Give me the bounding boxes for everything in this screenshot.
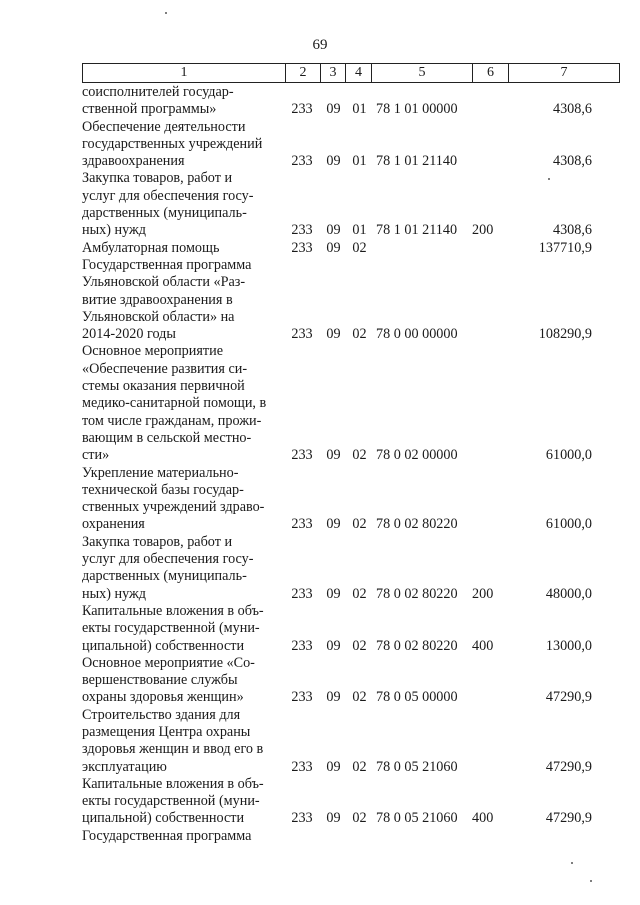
description-line: 2014-2020 годы xyxy=(82,326,176,343)
description-line: ственной программы» xyxy=(82,101,217,118)
description-line: ных) нужд xyxy=(82,222,147,239)
row-code-target: 78 0 02 80220 xyxy=(376,585,458,602)
row-code-section: 09 xyxy=(326,585,341,602)
description-line: сти» xyxy=(82,447,110,464)
header-col-4: 4 xyxy=(346,64,372,83)
row-code-expense: 400 xyxy=(472,637,494,654)
table-row xyxy=(82,343,612,464)
row-amount: 48000,0 xyxy=(545,585,592,602)
row-amount: 61000,0 xyxy=(545,447,592,464)
page-number: 69 xyxy=(312,37,328,53)
row-code-expense: 200 xyxy=(472,222,494,239)
row-code-section: 09 xyxy=(326,637,341,654)
row-amount: 4308,6 xyxy=(552,153,592,170)
description-line: технической базы государ- xyxy=(82,481,244,498)
scan-speck xyxy=(548,178,550,180)
description-line: эксплуатацию xyxy=(82,758,167,775)
table-body xyxy=(82,84,612,845)
row-code-subsection: 01 xyxy=(352,101,367,118)
row-code-admin: 233 xyxy=(291,516,313,533)
row-code-subsection: 02 xyxy=(352,637,367,654)
row-code-subsection: 02 xyxy=(352,810,367,827)
row-code-subsection: 02 xyxy=(352,758,367,775)
row-code-section: 09 xyxy=(326,326,341,343)
table-row xyxy=(82,465,612,534)
description-line: витие здравоохранения в xyxy=(82,291,233,308)
row-code-target: 78 0 02 80220 xyxy=(376,516,458,533)
row-code-section: 09 xyxy=(326,153,341,170)
header-col-2: 2 xyxy=(286,64,321,83)
row-code-expense: 400 xyxy=(472,810,494,827)
row-description xyxy=(82,119,284,171)
row-code-admin: 233 xyxy=(291,153,313,170)
row-code-section: 09 xyxy=(326,101,341,118)
row-amount: 108290,9 xyxy=(538,326,592,343)
description-line: екты государственной (муни- xyxy=(82,793,260,810)
row-description xyxy=(82,828,284,845)
row-code-target: 78 0 00 00000 xyxy=(376,326,458,343)
description-line: Государственная программа xyxy=(82,827,252,844)
row-code-admin: 233 xyxy=(291,239,313,256)
table-row xyxy=(82,170,612,239)
description-line: екты государственной (муни- xyxy=(82,620,260,637)
row-code-admin: 233 xyxy=(291,585,313,602)
header-col-7: 7 xyxy=(509,64,620,83)
row-code-target: 78 1 01 00000 xyxy=(376,101,458,118)
description-line: вающим в сельской местно- xyxy=(82,429,252,446)
description-line: Укрепление материально- xyxy=(82,464,239,481)
row-code-subsection: 02 xyxy=(352,689,367,706)
row-code-subsection: 02 xyxy=(352,239,367,256)
row-description xyxy=(82,343,284,464)
row-code-admin: 233 xyxy=(291,810,313,827)
header-row xyxy=(83,64,620,83)
description-line: том числе гражданам, прожи- xyxy=(82,412,262,429)
description-line: «Обеспечение развития си- xyxy=(82,360,248,377)
row-code-target: 78 0 02 00000 xyxy=(376,447,458,464)
description-line: дарственных (муниципаль- xyxy=(82,205,247,222)
table-row xyxy=(82,707,612,776)
description-line: ципальной) собственности xyxy=(82,637,245,654)
row-amount: 61000,0 xyxy=(545,516,592,533)
row-code-admin: 233 xyxy=(291,326,313,343)
row-description xyxy=(82,776,284,828)
row-code-expense: 200 xyxy=(472,585,494,602)
description-line: здоровья женщин и ввод его в xyxy=(82,741,264,758)
row-amount: 47290,9 xyxy=(545,810,592,827)
row-description xyxy=(82,655,284,707)
description-line: Ульяновской области» на xyxy=(82,308,235,325)
row-code-target: 78 0 05 21060 xyxy=(376,758,458,775)
row-code-admin: 233 xyxy=(291,637,313,654)
table-row xyxy=(82,240,612,257)
row-amount: 4308,6 xyxy=(552,101,592,118)
header-col-3: 3 xyxy=(321,64,346,83)
row-code-section: 09 xyxy=(326,689,341,706)
description-line: охраны здоровья женщин» xyxy=(82,689,244,706)
row-code-section: 09 xyxy=(326,447,341,464)
description-line: услуг для обеспечения госу- xyxy=(82,187,254,204)
row-code-target: 78 0 05 21060 xyxy=(376,810,458,827)
description-line: Капитальные вложения в объ- xyxy=(82,602,264,619)
row-code-admin: 233 xyxy=(291,101,313,118)
description-line: ных) нужд xyxy=(82,585,147,602)
scan-speck xyxy=(165,12,167,14)
row-code-subsection: 01 xyxy=(352,153,367,170)
row-amount: 4308,6 xyxy=(552,222,592,239)
description-line: Основное мероприятие «Со- xyxy=(82,654,255,671)
description-line: Основное мероприятие xyxy=(82,343,223,360)
description-line: вершенствование службы xyxy=(82,672,238,689)
row-code-target: 78 1 01 21140 xyxy=(376,222,458,239)
table-row xyxy=(82,603,612,655)
row-code-target: 78 1 01 21140 xyxy=(376,153,458,170)
row-amount: 137710,9 xyxy=(538,239,592,256)
header-col-1: 1 xyxy=(83,64,286,83)
table-row xyxy=(82,655,612,707)
row-code-subsection: 02 xyxy=(352,326,367,343)
row-code-section: 09 xyxy=(326,758,341,775)
table-row xyxy=(82,119,612,171)
description-line: ципальной) собственности xyxy=(82,810,245,827)
row-code-subsection: 01 xyxy=(352,222,367,239)
row-code-target: 78 0 02 80220 xyxy=(376,637,458,654)
row-code-section: 09 xyxy=(326,222,341,239)
row-code-subsection: 02 xyxy=(352,516,367,533)
row-description xyxy=(82,84,284,119)
description-line: Закупка товаров, работ и xyxy=(82,170,233,187)
description-line: Обеспечение деятельности xyxy=(82,118,246,135)
description-line: Закупка товаров, работ и xyxy=(82,533,233,550)
row-code-subsection: 02 xyxy=(352,585,367,602)
row-description xyxy=(82,707,284,776)
description-line: Капитальные вложения в объ- xyxy=(82,775,264,792)
description-line: Государственная программа xyxy=(82,256,252,273)
row-code-admin: 233 xyxy=(291,758,313,775)
row-code-section: 09 xyxy=(326,810,341,827)
row-code-section: 09 xyxy=(326,516,341,533)
row-code-subsection: 02 xyxy=(352,447,367,464)
description-line: медико-санитарной помощи, в xyxy=(82,395,267,412)
description-line: стемы оказания первичной xyxy=(82,378,245,395)
description-line: услуг для обеспечения госу- xyxy=(82,551,254,568)
row-code-admin: 233 xyxy=(291,689,313,706)
row-description xyxy=(82,465,284,534)
row-description xyxy=(82,603,284,655)
row-description xyxy=(82,257,284,343)
row-code-admin: 233 xyxy=(291,447,313,464)
description-line: Амбулаторная помощь xyxy=(82,239,220,256)
table-header xyxy=(82,63,620,83)
table-row xyxy=(82,534,612,603)
row-description xyxy=(82,534,284,603)
table-row xyxy=(82,84,612,119)
description-line: дарственных (муниципаль- xyxy=(82,568,247,585)
header-col-6: 6 xyxy=(473,64,509,83)
header-col-5: 5 xyxy=(372,64,473,83)
row-code-target: 78 0 05 00000 xyxy=(376,689,458,706)
row-description xyxy=(82,240,284,257)
row-amount: 13000,0 xyxy=(545,637,592,654)
row-code-admin: 233 xyxy=(291,222,313,239)
row-amount: 47290,9 xyxy=(545,758,592,775)
description-line: ственных учреждений здраво- xyxy=(82,499,265,516)
row-amount: 47290,9 xyxy=(545,689,592,706)
description-line: Ульяновской области «Раз- xyxy=(82,274,246,291)
description-line: охранения xyxy=(82,516,145,533)
description-line: Строительство здания для xyxy=(82,706,241,723)
table-row xyxy=(82,828,612,845)
description-line: размещения Центра охраны xyxy=(82,723,251,740)
description-line: государственных учреждений xyxy=(82,135,263,152)
scan-speck xyxy=(571,862,573,864)
row-description xyxy=(82,170,284,239)
scan-speck xyxy=(590,880,592,882)
table-row xyxy=(82,776,612,828)
description-line: здравоохранения xyxy=(82,153,185,170)
row-code-section: 09 xyxy=(326,239,341,256)
description-line: соисполнителей государ- xyxy=(82,84,234,100)
table-row xyxy=(82,257,612,343)
